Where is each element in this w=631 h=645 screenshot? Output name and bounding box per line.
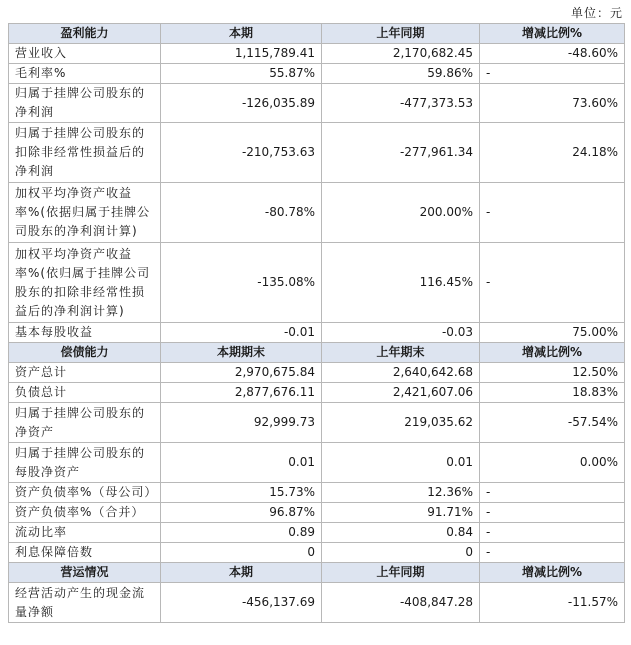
value-prior: 0.84 bbox=[322, 523, 480, 543]
value-current: 1,115,789.41 bbox=[161, 44, 322, 64]
row-label: 归属于挂牌公司股东的净资产 bbox=[9, 403, 161, 443]
table-row bbox=[9, 403, 625, 443]
row-label: 流动比率 bbox=[9, 523, 161, 543]
value-current: 0 bbox=[161, 543, 322, 563]
value-change: 12.50% bbox=[480, 363, 625, 383]
value-change: -48.60% bbox=[480, 44, 625, 64]
header-change: 增减比例% bbox=[480, 24, 625, 44]
row-label: 经营活动产生的现金流量净额 bbox=[9, 583, 161, 623]
section-header-row bbox=[9, 24, 625, 44]
header-current: 本期 bbox=[161, 24, 322, 44]
row-label: 资产负债率%（母公司） bbox=[9, 483, 161, 503]
row-label: 营业收入 bbox=[9, 44, 161, 64]
header-change: 增减比例% bbox=[480, 343, 625, 363]
section-header-row bbox=[9, 343, 625, 363]
value-change: - bbox=[480, 64, 625, 84]
table-row bbox=[9, 183, 625, 243]
value-current: 2,970,675.84 bbox=[161, 363, 322, 383]
table-row bbox=[9, 523, 625, 543]
value-current: 15.73% bbox=[161, 483, 322, 503]
value-prior: 116.45% bbox=[322, 243, 480, 323]
header-prior: 上年期末 bbox=[322, 343, 480, 363]
value-prior: 0.01 bbox=[322, 443, 480, 483]
row-label: 利息保障倍数 bbox=[9, 543, 161, 563]
section-header-row bbox=[9, 563, 625, 583]
table-row bbox=[9, 363, 625, 383]
value-change: -57.54% bbox=[480, 403, 625, 443]
row-label: 加权平均净资产收益率%(依归属于挂牌公司股东的扣除非经常性损益后的净利润计算) bbox=[9, 243, 161, 323]
header-current: 本期 bbox=[161, 563, 322, 583]
value-prior: 219,035.62 bbox=[322, 403, 480, 443]
row-label: 基本每股收益 bbox=[9, 323, 161, 343]
value-current: -135.08% bbox=[161, 243, 322, 323]
table-row bbox=[9, 64, 625, 84]
table-row bbox=[9, 503, 625, 523]
value-current: 92,999.73 bbox=[161, 403, 322, 443]
value-prior: 59.86% bbox=[322, 64, 480, 84]
value-change: - bbox=[480, 483, 625, 503]
value-current: 2,877,676.11 bbox=[161, 383, 322, 403]
value-change: - bbox=[480, 543, 625, 563]
value-current: 0.89 bbox=[161, 523, 322, 543]
value-prior: -408,847.28 bbox=[322, 583, 480, 623]
table-row bbox=[9, 84, 625, 123]
row-label: 加权平均净资产收益率%(依据归属于挂牌公司股东的净利润计算) bbox=[9, 183, 161, 243]
value-current: -0.01 bbox=[161, 323, 322, 343]
unit-label: 单位：元 bbox=[570, 6, 623, 20]
header-prior: 上年同期 bbox=[322, 563, 480, 583]
value-change: - bbox=[480, 243, 625, 323]
value-current: -456,137.69 bbox=[161, 583, 322, 623]
row-label: 资产总计 bbox=[9, 363, 161, 383]
value-current: 0.01 bbox=[161, 443, 322, 483]
table-row bbox=[9, 543, 625, 563]
value-prior: 200.00% bbox=[322, 183, 480, 243]
row-label: 资产负债率%（合并） bbox=[9, 503, 161, 523]
financial-table bbox=[8, 23, 625, 623]
value-prior: -0.03 bbox=[322, 323, 480, 343]
value-prior: 2,170,682.45 bbox=[322, 44, 480, 64]
value-change: 24.18% bbox=[480, 123, 625, 183]
table-row bbox=[9, 483, 625, 503]
value-change: 73.60% bbox=[480, 84, 625, 123]
value-change: 18.83% bbox=[480, 383, 625, 403]
value-prior: -277,961.34 bbox=[322, 123, 480, 183]
value-prior: 2,640,642.68 bbox=[322, 363, 480, 383]
value-current: -210,753.63 bbox=[161, 123, 322, 183]
value-change: - bbox=[480, 503, 625, 523]
value-change: - bbox=[480, 523, 625, 543]
row-label: 负债总计 bbox=[9, 383, 161, 403]
value-change: - bbox=[480, 183, 625, 243]
row-label: 归属于挂牌公司股东的每股净资产 bbox=[9, 443, 161, 483]
table-row bbox=[9, 383, 625, 403]
header-prior: 上年同期 bbox=[322, 24, 480, 44]
value-change: 0.00% bbox=[480, 443, 625, 483]
value-prior: 91.71% bbox=[322, 503, 480, 523]
header-label: 盈利能力 bbox=[9, 24, 161, 44]
header-label: 营运情况 bbox=[9, 563, 161, 583]
value-current: -126,035.89 bbox=[161, 84, 322, 123]
row-label: 归属于挂牌公司股东的净利润 bbox=[9, 84, 161, 123]
table-row bbox=[9, 243, 625, 323]
row-label: 归属于挂牌公司股东的扣除非经常性损益后的净利润 bbox=[9, 123, 161, 183]
value-prior: 2,421,607.06 bbox=[322, 383, 480, 403]
table-row bbox=[9, 443, 625, 483]
table-row bbox=[9, 323, 625, 343]
table-row bbox=[9, 583, 625, 623]
value-change: -11.57% bbox=[480, 583, 625, 623]
header-change: 增减比例% bbox=[480, 563, 625, 583]
table-row bbox=[9, 123, 625, 183]
value-prior: 0 bbox=[322, 543, 480, 563]
table-row bbox=[9, 44, 625, 64]
value-current: 96.87% bbox=[161, 503, 322, 523]
value-prior: -477,373.53 bbox=[322, 84, 480, 123]
value-current: 55.87% bbox=[161, 64, 322, 84]
value-current: -80.78% bbox=[161, 183, 322, 243]
header-current: 本期期末 bbox=[161, 343, 322, 363]
value-change: 75.00% bbox=[480, 323, 625, 343]
row-label: 毛利率% bbox=[9, 64, 161, 84]
header-label: 偿债能力 bbox=[9, 343, 161, 363]
value-prior: 12.36% bbox=[322, 483, 480, 503]
